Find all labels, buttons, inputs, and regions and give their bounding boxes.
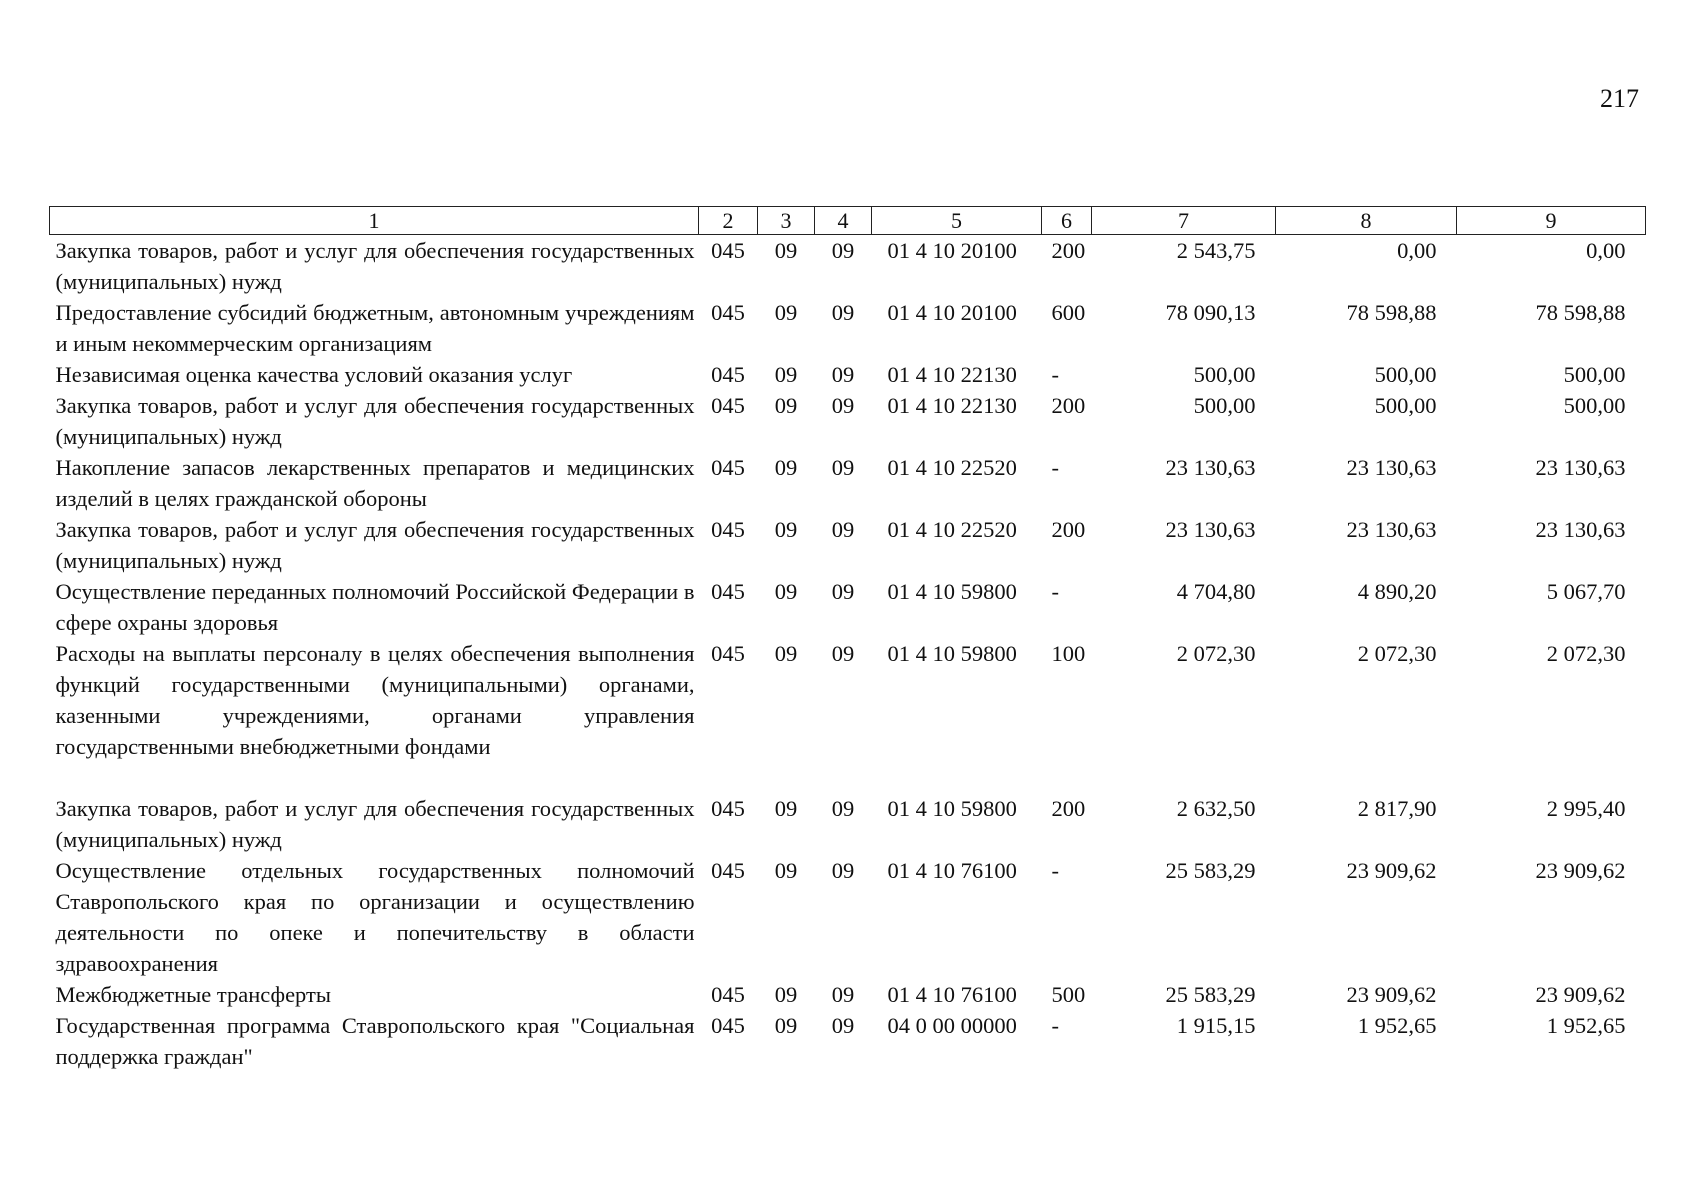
row-amount-2: 23 130,63: [1346, 517, 1437, 542]
row-amount-3: 23 130,63: [1535, 517, 1626, 542]
row-section-code: 09: [774, 393, 798, 418]
table-row: [50, 638, 1646, 762]
row-amount-2: 23 909,62: [1346, 858, 1437, 883]
row-description: Расходы на выплаты персоналу в целях обеспечения выполнения функций государственными (муниципальными) органами, казенными учреждениями, органами управления государственными внебюджетными фондами: [55, 641, 695, 759]
row-amount-3: 0,00: [1586, 238, 1626, 263]
row-amount-1: 500,00: [1193, 362, 1256, 387]
row-amount-1: 1 915,15: [1176, 1013, 1256, 1038]
row-ved-code: 045: [711, 300, 745, 325]
row-section-code: 09: [774, 455, 798, 480]
row-amount-3: 500,00: [1563, 362, 1626, 387]
row-subsection-code: 09: [831, 455, 855, 480]
row-target-article: 04 0 00 00000: [887, 1013, 1017, 1038]
budget-table: [49, 206, 1646, 1072]
row-amount-1: 2 632,50: [1176, 796, 1256, 821]
table-row: [50, 359, 1646, 390]
row-ved-code: 045: [711, 641, 745, 666]
row-target-article: 01 4 10 22130: [887, 393, 1017, 418]
row-subsection-code: 09: [831, 641, 855, 666]
row-ved-code: 045: [711, 796, 745, 821]
row-subsection-code: 09: [831, 982, 855, 1007]
row-description: Закупка товаров, работ и услуг для обеспечения государственных (муниципальных) нужд: [55, 393, 695, 449]
row-section-code: 09: [774, 362, 798, 387]
table-row: [50, 390, 1646, 452]
row-target-article: 01 4 10 22520: [887, 517, 1017, 542]
row-description: Закупка товаров, работ и услуг для обеспечения государственных (муниципальных) нужд: [55, 517, 695, 573]
row-ved-code: 045: [711, 362, 745, 387]
row-amount-3: 78 598,88: [1535, 300, 1626, 325]
row-expense-type: -: [1051, 1013, 1059, 1038]
row-expense-type: 200: [1051, 393, 1086, 418]
table-row: [50, 793, 1646, 855]
row-expense-type: 100: [1051, 641, 1086, 666]
row-section-code: 09: [774, 579, 798, 604]
row-amount-2: 500,00: [1374, 362, 1437, 387]
row-subsection-code: 09: [831, 517, 855, 542]
table-row: [50, 297, 1646, 359]
row-target-article: 01 4 10 59800: [887, 796, 1017, 821]
table-row: [50, 452, 1646, 514]
row-target-article: 01 4 10 22520: [887, 455, 1017, 480]
row-amount-1: 25 583,29: [1165, 858, 1256, 883]
row-amount-2: 0,00: [1397, 238, 1437, 263]
row-expense-type: 200: [1051, 796, 1086, 821]
row-amount-2: 4 890,20: [1357, 579, 1437, 604]
table-row: [50, 235, 1646, 298]
row-description: Осуществление отдельных государственных полномочий Ставропольского края по организации и осуществлению деятельности по опеке и попечительству в области здравоохранения: [55, 858, 695, 976]
row-amount-2: 78 598,88: [1346, 300, 1437, 325]
row-target-article: 01 4 10 59800: [887, 641, 1017, 666]
column-header: 4: [815, 207, 872, 235]
row-target-article: 01 4 10 20100: [887, 238, 1017, 263]
row-expense-type: -: [1051, 858, 1059, 883]
row-ved-code: 045: [711, 393, 745, 418]
row-amount-3: 500,00: [1563, 393, 1626, 418]
row-amount-2: 2 072,30: [1357, 641, 1437, 666]
row-section-code: 09: [774, 238, 798, 263]
table-row: [50, 979, 1646, 1010]
column-header: 5: [872, 207, 1042, 235]
row-expense-type: 200: [1051, 238, 1086, 263]
row-amount-1: 78 090,13: [1165, 300, 1256, 325]
column-header: 3: [758, 207, 815, 235]
row-target-article: 01 4 10 22130: [887, 362, 1017, 387]
row-section-code: 09: [774, 517, 798, 542]
column-header-row: [50, 207, 1646, 235]
row-amount-1: 23 130,63: [1165, 517, 1256, 542]
row-amount-1: 2 072,30: [1176, 641, 1256, 666]
row-gap: [50, 762, 1646, 793]
row-ved-code: 045: [711, 238, 745, 263]
row-section-code: 09: [774, 858, 798, 883]
column-header: 8: [1276, 207, 1457, 235]
row-target-article: 01 4 10 76100: [887, 858, 1017, 883]
row-section-code: 09: [774, 1013, 798, 1038]
row-subsection-code: 09: [831, 1013, 855, 1038]
row-target-article: 01 4 10 59800: [887, 579, 1017, 604]
row-amount-2: 2 817,90: [1357, 796, 1437, 821]
row-amount-3: 23 130,63: [1535, 455, 1626, 480]
row-description: Осуществление переданных полномочий Российской Федерации в сфере охраны здоровья: [55, 579, 695, 635]
row-description: Предоставление субсидий бюджетным, автономным учреждениям и иным некоммерческим организациям: [55, 300, 695, 356]
row-ved-code: 045: [711, 982, 745, 1007]
row-expense-type: -: [1051, 362, 1059, 387]
row-amount-3: 5 067,70: [1546, 579, 1626, 604]
column-header: 7: [1092, 207, 1276, 235]
row-amount-3: 23 909,62: [1535, 982, 1626, 1007]
row-amount-2: 23 130,63: [1346, 455, 1437, 480]
table-row: [50, 576, 1646, 638]
row-expense-type: 600: [1051, 300, 1086, 325]
row-ved-code: 045: [711, 455, 745, 480]
row-subsection-code: 09: [831, 393, 855, 418]
row-description: Государственная программа Ставропольского края "Социальная поддержка граждан": [55, 1013, 695, 1069]
row-expense-type: -: [1051, 455, 1059, 480]
row-subsection-code: 09: [831, 796, 855, 821]
row-subsection-code: 09: [831, 579, 855, 604]
row-ved-code: 045: [711, 517, 745, 542]
row-amount-2: 1 952,65: [1357, 1013, 1437, 1038]
row-amount-2: 500,00: [1374, 393, 1437, 418]
row-amount-3: 23 909,62: [1535, 858, 1626, 883]
table-row: [50, 855, 1646, 979]
row-subsection-code: 09: [831, 300, 855, 325]
row-section-code: 09: [774, 982, 798, 1007]
row-subsection-code: 09: [831, 362, 855, 387]
row-subsection-code: 09: [831, 858, 855, 883]
row-expense-type: -: [1051, 579, 1059, 604]
row-ved-code: 045: [711, 858, 745, 883]
row-amount-2: 23 909,62: [1346, 982, 1437, 1007]
row-expense-type: 500: [1051, 982, 1086, 1007]
column-header: 2: [699, 207, 758, 235]
row-amount-3: 2 995,40: [1546, 796, 1626, 821]
row-amount-1: 25 583,29: [1165, 982, 1256, 1007]
row-section-code: 09: [774, 300, 798, 325]
row-amount-1: 2 543,75: [1176, 238, 1256, 263]
row-ved-code: 045: [711, 579, 745, 604]
row-amount-3: 1 952,65: [1546, 1013, 1626, 1038]
row-description: Закупка товаров, работ и услуг для обеспечения государственных (муниципальных) нужд: [55, 796, 695, 852]
row-amount-1: 23 130,63: [1165, 455, 1256, 480]
row-amount-3: 2 072,30: [1546, 641, 1626, 666]
row-target-article: 01 4 10 76100: [887, 982, 1017, 1007]
row-ved-code: 045: [711, 1013, 745, 1038]
row-amount-1: 500,00: [1193, 393, 1256, 418]
row-target-article: 01 4 10 20100: [887, 300, 1017, 325]
table-row: [50, 514, 1646, 576]
row-amount-1: 4 704,80: [1176, 579, 1256, 604]
row-description: Накопление запасов лекарственных препаратов и медицинских изделий в целях гражданской обороны: [55, 455, 695, 511]
row-section-code: 09: [774, 796, 798, 821]
row-section-code: 09: [774, 641, 798, 666]
column-header: 1: [50, 207, 699, 235]
row-expense-type: 200: [1051, 517, 1086, 542]
table-row: [50, 1010, 1646, 1072]
row-description: Закупка товаров, работ и услуг для обеспечения государственных (муниципальных) нужд: [55, 238, 695, 294]
column-header: 6: [1042, 207, 1092, 235]
row-description: Независимая оценка качества условий оказания услуг: [55, 362, 573, 387]
row-subsection-code: 09: [831, 238, 855, 263]
column-header: 9: [1457, 207, 1646, 235]
page-number: 217: [1600, 84, 1639, 113]
row-description: Межбюджетные трансферты: [55, 982, 331, 1007]
